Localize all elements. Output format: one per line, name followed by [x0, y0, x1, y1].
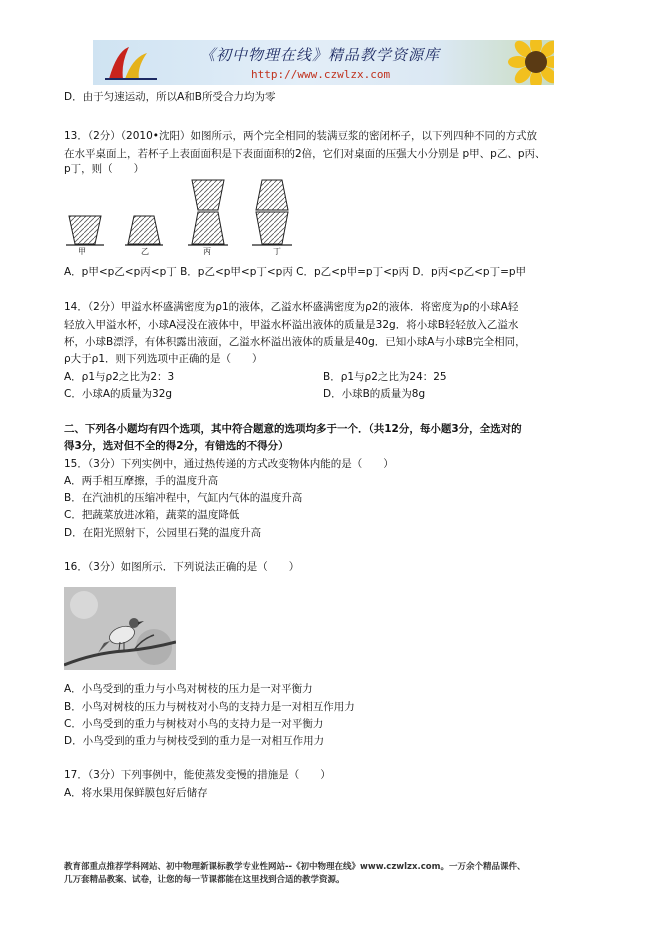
cup-yi [125, 216, 163, 245]
q14-stem-line4: ρ大于ρ1．则下列选项中正确的是（ ） [64, 353, 263, 365]
q13-stem-line1: 13．（2分）（2010•沈阳）如图所示，两个完全相同的装满豆浆的密闭杯子，以下列四种不同的方式放 [64, 130, 537, 142]
cup-label-jia: 甲 [78, 247, 86, 256]
q14-stem-line2: 轻放入甲溢水杯，小球A浸没在液体中，甲溢水杯溢出液体的质量是32g．将小球B轻轻放入乙溢水 [64, 319, 519, 331]
q16-stem: 16．（3分）如图所示．下列说法正确的是（ ） [64, 561, 300, 573]
q14-stem-line3: 杯，小球B漂浮，有体积露出液面，乙溢水杯溢出液体的质量是40g．已知小球A与小球B完全相同， [64, 336, 526, 348]
q15-option-a: A．两手相互摩擦，手的温度升高 [64, 475, 219, 487]
section-2-heading-line1: 二、下列各小题均有四个选项，其中符合题意的选项均多于一个．（共12分，每小题3分，全选对的 [64, 423, 522, 435]
q13-options: A．p甲<p乙<p丙<p丁 B．p乙<p甲<p丁<p丙 C．p乙<p甲=p丁<p丙 D．p丙<p乙<p丁=p甲 [64, 266, 527, 278]
q16-bird-photo [64, 587, 176, 670]
q14-option-a: A．ρ1与ρ2之比为2：3 [64, 371, 175, 383]
q14-option-d: D．小球B的质量为8g [323, 388, 426, 400]
q16-option-d: D．小鸟受到的重力与树枝受到的重力是一对相互作用力 [64, 735, 325, 747]
sunflower-icon [508, 40, 554, 85]
q17-stem: 17．（3分）下列事例中，能使蒸发变慢的措施是（ ） [64, 769, 331, 781]
banner-url[interactable]: http://www.czwlzx.com [251, 68, 391, 81]
footer-line1: 教育部重点推荐学科网站、初中物理新课标教学专业性网站--《初中物理在线》www.czwlzx.com。一万余个精品课件、 [64, 862, 526, 872]
q15-option-c: C．把蔬菜放进冰箱，蔬菜的温度降低 [64, 509, 240, 521]
q15-option-b: B．在汽油机的压缩冲程中，气缸内气体的温度升高 [64, 492, 303, 504]
q12-option-d: D．由于匀速运动，所以A和B所受合力均为零 [64, 91, 276, 103]
q15-stem: 15．（3分）下列实例中，通过热传递的方式改变物体内能的是（ ） [64, 458, 394, 470]
q13-cups-figure [64, 178, 364, 260]
q17-option-a: A．将水果用保鲜膜包好后储存 [64, 787, 208, 799]
q14-option-b: B．ρ1与ρ2之比为24：25 [323, 371, 447, 383]
cup-bing [188, 180, 228, 245]
cup-label-yi: 乙 [141, 247, 149, 256]
header-banner [93, 40, 554, 85]
cup-label-bing: 丙 [203, 247, 211, 256]
cup-label-ding: 丁 [273, 247, 281, 256]
q16-option-a: A．小鸟受到的重力与小鸟对树枝的压力是一对平衡力 [64, 683, 313, 695]
section-2-heading-line2: 得3分，选对但不全的得2分，有错选的不得分） [64, 440, 289, 452]
q16-option-c: C．小鸟受到的重力与树枝对小鸟的支持力是一对平衡力 [64, 718, 324, 730]
footer-line2: 几万套精品教案、试卷，让您的每一节课都能在这里找到合适的教学资源。 [64, 875, 345, 885]
banner-title: 《初中物理在线》精品教学资源库 [200, 46, 441, 64]
q13-stem-line3: p丁，则（ ） [64, 163, 145, 175]
bird-on-branch-icon [64, 587, 176, 670]
cup-ding [252, 180, 292, 245]
q16-option-b: B．小鸟对树枝的压力与树枝对小鸟的支持力是一对相互作用力 [64, 701, 355, 713]
site-logo-icon [103, 43, 159, 83]
q13-stem-line2: 在水平桌面上，若杯子上表面面积是下表面面积的2倍，它们对桌面的压强大小分别是 p甲、p乙、p丙、 [64, 148, 546, 160]
q14-option-c: C．小球A的质量为32g [64, 388, 173, 400]
cup-jia [66, 216, 104, 245]
q15-option-d: D．在阳光照射下，公园里石凳的温度升高 [64, 527, 262, 539]
q14-stem-line1: 14．（2分）甲溢水杯盛满密度为ρ1的液体，乙溢水杯盛满密度为ρ2的液体．将密度为ρ的小球A轻 [64, 301, 519, 313]
